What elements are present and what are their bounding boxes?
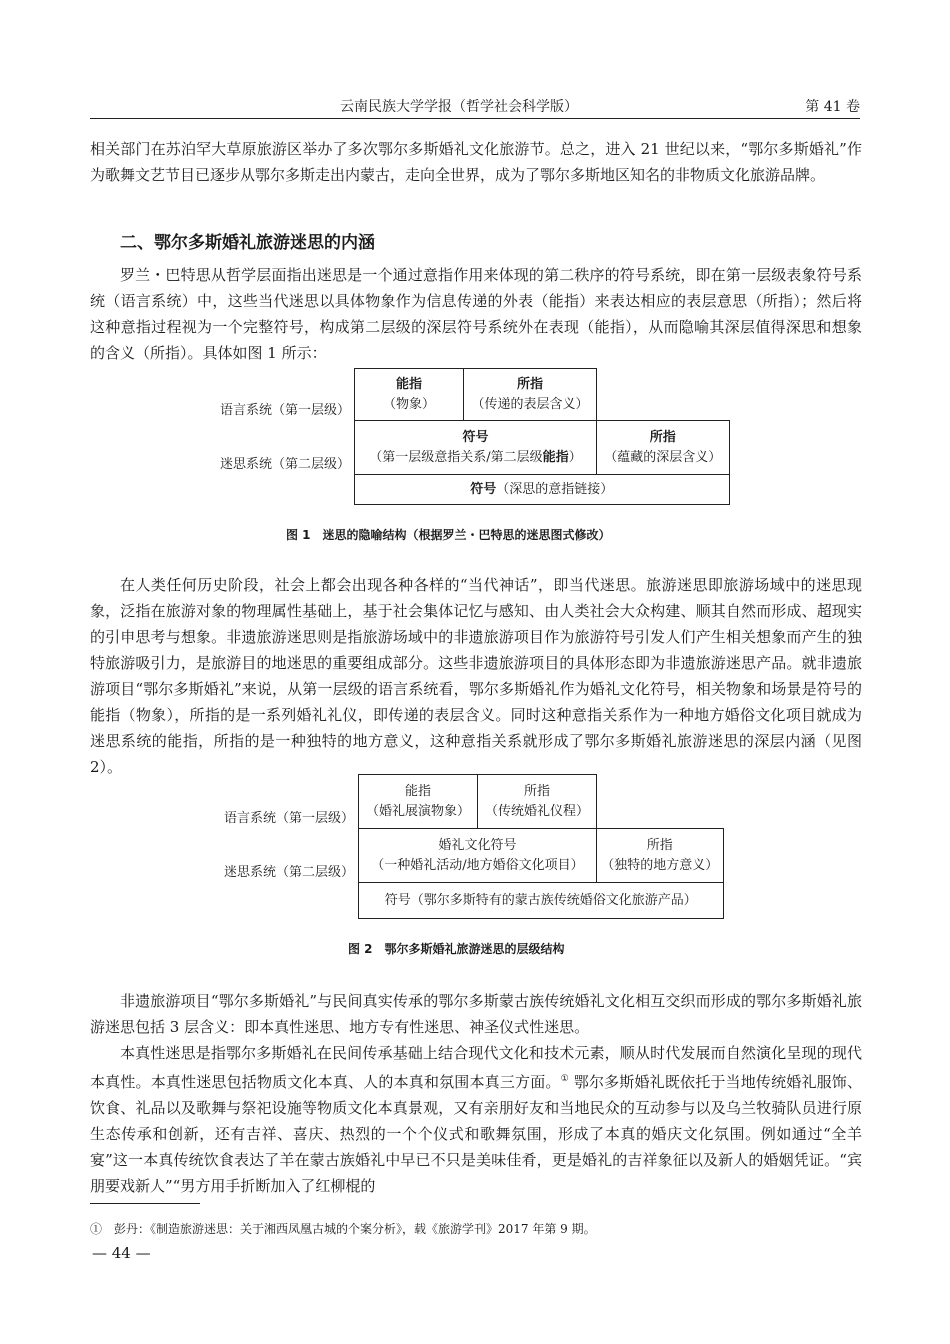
figure-2-caption: 图 2 鄂尔多斯婚礼旅游迷思的层级结构 xyxy=(348,942,565,956)
figure-2-diagram xyxy=(212,774,724,919)
journal-title: 云南民族大学学报（哲学社会科学版） xyxy=(340,99,578,115)
fig1-signifier-cell: 能指 （物象） xyxy=(355,369,464,421)
running-header xyxy=(90,94,860,119)
fig2-sign-cell: 婚礼文化符号 （一种婚礼活动/地方婚俗文化项目） xyxy=(359,829,597,883)
figure-1-caption: 图 1 迷思的隐喻结构（根据罗兰・巴特思的迷思图式修改） xyxy=(286,528,611,542)
section-heading: 二、鄂尔多斯婚礼旅游迷思的内涵 xyxy=(120,233,375,253)
footnote: ① 彭丹：《制造旅游迷思：关于湘西凤凰古城的个案分析》，载《旅游学刊》2017 年第 9 期。 xyxy=(90,1222,596,1236)
paragraph-2: 在人类任何历史阶段，社会上都会出现各种各样的“当代神话”，即当代迷思。旅游迷思即旅游场域中的迷思现象，泛指在旅游对象的物理属性基础上，基于社会集体记忆与感知、由人类社会大众构建、顺其自然而形成、超现实的引申思考与想象。非遗旅游迷思则是指旅游场域中的非遗旅游项目作为旅游符号引发人们产生相关想象而产生的独特旅游吸引力，是旅游目的地迷思的重要组成部分。这些非遗旅游项目的具体形态即为非遗旅游迷思产品。就非遗旅游项目“鄂尔多斯婚礼”来说，从第一层级的语言系统看，鄂尔多斯婚礼作为婚礼文化符号，相关物象和场景是符号的能指（物象），所指的是一系列婚礼礼仪，即传递的表层含义。同时这种意指关系作为一种地方婚俗文化项目就成为迷思系统的能指，所指的是一种独特的地方意义，这种意指关系就形成了鄂尔多斯婚礼旅游迷思的深层内涵（见图 2）。 xyxy=(90,576,862,776)
fig2-bottom-sign-cell: 符号（鄂尔多斯特有的蒙古族传统婚俗文化旅游产品） xyxy=(359,883,724,919)
fig1-bottom-sign-cell: 符号（深思的意指链接） xyxy=(355,475,730,505)
footnote-ref[interactable]: ① xyxy=(560,1074,569,1084)
paragraph-3: 非遗旅游项目“鄂尔多斯婚礼”与民间真实传承的鄂尔多斯蒙古族传统婚礼文化相互交织而形成的鄂尔多斯婚礼旅游迷思包括 3 层含义：即本真性迷思、地方专有性迷思、神圣仪式性迷思。 xyxy=(90,992,862,1036)
fig2-row-label-1: 语言系统（第一层级） xyxy=(223,810,354,826)
paragraph-1: 罗兰・巴特思从哲学层面指出迷思是一个通过意指作用来体现的第二秩序的符号系统，即在第一层级表象符号系统（语言系统）中，这些当代迷思以具体物象作为信息传递的外表（能指）来表达相应的表层意思（所指）；然后将这种意指过程视为一个完整符号，构成第二层级的深层符号系统外在表现（能指），从而隐喻其深层值得深思和想象的含义（所指）。具体如图 1 所示： xyxy=(90,266,862,362)
fig2-row-label-2: 迷思系统（第二层级） xyxy=(223,864,354,880)
intro-paragraph: 相关部门在苏泊罕大草原旅游区举办了多次鄂尔多斯婚礼文化旅游节。总之，进入 21 世纪以来，“鄂尔多斯婚礼”作为歌舞文艺节目已逐步从鄂尔多斯走出内蒙古，走向全世界，成为了鄂尔多斯地区知名的非物质文化旅游品牌。 xyxy=(90,140,862,184)
fig1-row-label-2: 迷思系统（第二层级） xyxy=(219,456,350,472)
fig1-signified-cell: 所指 （传递的表层含义） xyxy=(464,369,597,421)
fig2-deep-signified-cell: 所指 （独特的地方意义） xyxy=(597,829,724,883)
fig2-signified-cell: 所指 （传统婚礼仪程） xyxy=(478,775,597,829)
figure-1-diagram xyxy=(206,368,730,505)
fig1-sign-cell: 符号 （第一层级意指关系/第二层级能指） xyxy=(355,421,597,475)
paragraph-4: 本真性迷思是指鄂尔多斯婚礼在民间传承基础上结合现代文化和技术元素，顺从时代发展而自然演化呈现的现代本真性。本真性迷思包括物质文化本真、人的本真和氛围本真三方面。① 鄂尔多斯婚礼既依托于当地传统婚礼服饰、饮食、礼品以及歌舞与祭祀设施等物质文化本真景观，又有亲朋好友和当地民众的互动参与以及乌兰牧骑队员进行原生态传承和创新，还有吉祥、喜庆、热烈的一个个仪式和歌舞氛围，形成了本真的婚庆文化氛围。例如通过“全羊宴”这一本真传统饮食表达了羊在蒙古族婚礼中早已不只是美味佳肴，更是婚礼的吉祥象征以及新人的婚姻凭证。“宾朋要戏新人”“男方用手折断加入了红柳棍的 xyxy=(90,1044,862,1195)
footnote-divider xyxy=(90,1203,200,1204)
page-number: — 44 — xyxy=(92,1244,151,1262)
fig1-deep-signified-cell: 所指 （蕴藏的深层含义） xyxy=(597,421,730,475)
fig2-signifier-cell: 能指 （婚礼展演物象） xyxy=(359,775,478,829)
volume-number: 第 41 卷 xyxy=(805,99,860,115)
fig1-row-label-1: 语言系统（第一层级） xyxy=(219,402,350,418)
